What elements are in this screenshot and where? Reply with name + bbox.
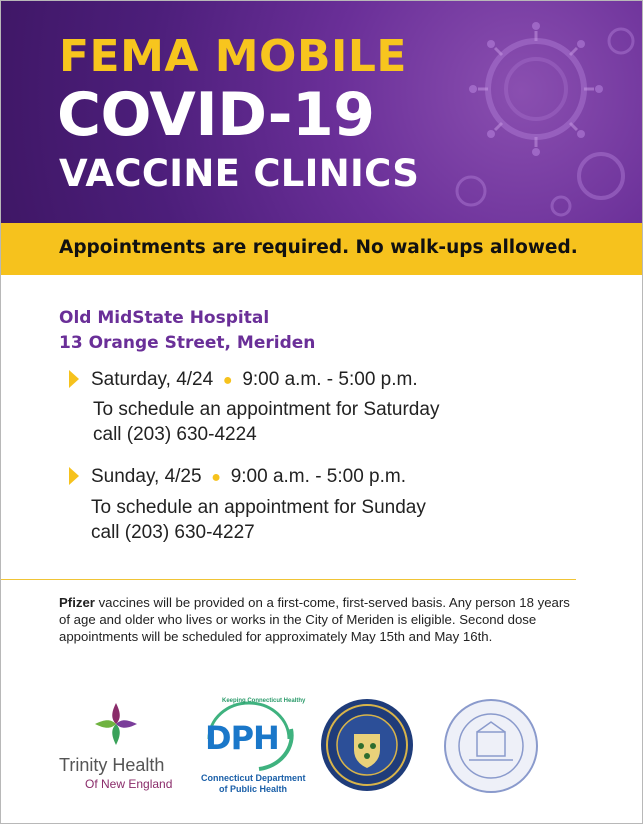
meriden-seal-icon bbox=[441, 698, 541, 794]
dph-tagline: Keeping Connecticut Healthy bbox=[222, 698, 306, 704]
title-line-1: FEMA MOBILE bbox=[59, 31, 407, 82]
title-line-2: COVID-19 bbox=[57, 80, 375, 150]
dph-wordmark: DPH bbox=[205, 719, 279, 757]
session-sunday-line bbox=[91, 466, 406, 488]
governor-seal-icon bbox=[320, 698, 414, 792]
appointment-notice: Appointments are required. No walk-ups allowed. bbox=[59, 237, 578, 258]
section-divider bbox=[1, 579, 576, 580]
session-day: Saturday, 4/24 bbox=[91, 369, 214, 390]
location-address: 13 Orange Street, Meriden bbox=[59, 333, 316, 353]
eligibility-info bbox=[59, 594, 579, 645]
session-phone: call (203) 630-4227 bbox=[91, 522, 255, 543]
appointment-banner bbox=[1, 223, 642, 275]
eligibility-text: vaccines will be provided on a first-come, first-served basis. Any person 18 years of age and older who lives or works in the City of Meriden is eligible. Second dose appointments will be scheduled for approximately May 15th and May 16th. bbox=[59, 595, 570, 644]
vaccine-brand: Pfizer bbox=[59, 595, 95, 610]
trinity-health-region: Of New England bbox=[85, 777, 173, 791]
session-note: To schedule an appointment for Sunday bbox=[91, 497, 426, 518]
header-banner bbox=[1, 1, 642, 223]
trinity-health-name: Trinity Health bbox=[59, 755, 165, 775]
trinity-health-logo-icon bbox=[93, 701, 139, 747]
separator-dot-icon: ● bbox=[218, 372, 238, 389]
session-saturday-line bbox=[91, 369, 418, 391]
separator-dot-icon: ● bbox=[206, 469, 226, 486]
bullet-arrow-icon bbox=[69, 370, 79, 388]
title-line-3: VACCINE CLINICS bbox=[59, 152, 420, 195]
session-hours: 9:00 a.m. - 5:00 p.m. bbox=[242, 369, 418, 390]
location-name: Old MidState Hospital bbox=[59, 308, 270, 328]
bullet-arrow-icon bbox=[69, 467, 79, 485]
dph-subtitle: of Public Health bbox=[219, 784, 288, 794]
session-phone: call (203) 630-4224 bbox=[93, 424, 257, 445]
session-hours: 9:00 a.m. - 5:00 p.m. bbox=[230, 466, 407, 487]
session-note: To schedule an appointment for Saturday bbox=[93, 399, 440, 420]
dph-subtitle: Connecticut Department bbox=[201, 773, 306, 783]
session-day: Sunday, 4/25 bbox=[91, 466, 202, 487]
